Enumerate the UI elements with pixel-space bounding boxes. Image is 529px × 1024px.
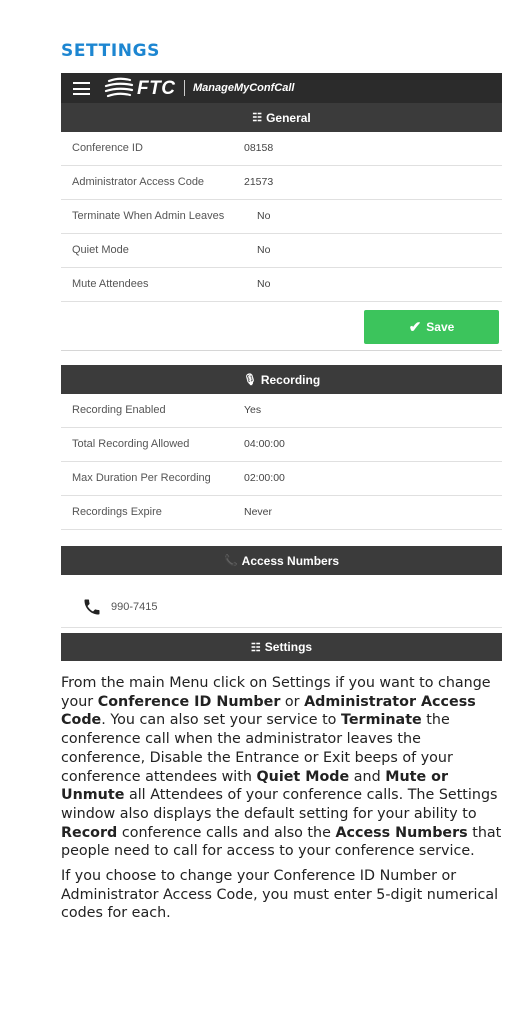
setting-value: 08158 bbox=[244, 142, 274, 154]
description-text: the conference call when the administrator leaves the conference, Disable the Entrance or Exit beeps of your conference attendees with bbox=[61, 712, 453, 785]
setting-label: Recording Enabled bbox=[72, 404, 166, 416]
section-header-general[interactable] bbox=[61, 103, 502, 132]
setting-label: Administrator Access Code bbox=[72, 176, 205, 188]
description-text: or bbox=[280, 693, 305, 710]
ftc-logo-icon bbox=[103, 76, 135, 100]
save-label: Save bbox=[426, 320, 455, 334]
description-paragraph-1 bbox=[61, 674, 506, 861]
description-text: and bbox=[349, 768, 386, 785]
description-text: conference calls and also the bbox=[117, 824, 336, 841]
divider bbox=[61, 350, 502, 351]
setting-value: Never bbox=[244, 506, 273, 518]
app-top-bar bbox=[61, 73, 502, 103]
description-emphasis: Mute or Unmute bbox=[61, 768, 449, 804]
section-title: Access Numbers bbox=[241, 553, 340, 568]
setting-row-mute-attendees[interactable] bbox=[61, 268, 502, 302]
setting-label: Recordings Expire bbox=[72, 506, 162, 518]
save-button[interactable] bbox=[364, 310, 499, 344]
app-screenshot bbox=[61, 73, 502, 661]
setting-row-recording-enabled[interactable] bbox=[61, 394, 502, 428]
setting-row-quiet-mode[interactable] bbox=[61, 234, 502, 268]
description-emphasis: Administrator Access Code bbox=[61, 693, 476, 729]
section-header-access-numbers[interactable] bbox=[61, 546, 502, 575]
description-paragraph-2: If you choose to change your Conference ID Number or Administrator Access Code, you must enter 5-digit numerical codes for each. bbox=[61, 868, 499, 922]
section-header-settings[interactable] bbox=[61, 633, 502, 661]
setting-value: No bbox=[257, 278, 271, 290]
description-emphasis: Terminate bbox=[340, 712, 422, 729]
setting-row-admin-code[interactable] bbox=[61, 166, 502, 200]
setting-row-recordings-expire[interactable] bbox=[61, 496, 502, 530]
sliders-icon: ☷ bbox=[252, 112, 263, 124]
access-number-row[interactable] bbox=[61, 588, 502, 628]
brand-subtitle: ManageMyConfCall bbox=[193, 82, 295, 94]
access-number[interactable]: 990-7415 bbox=[111, 601, 158, 613]
setting-value: Yes bbox=[244, 404, 262, 416]
setting-value: 04:00:00 bbox=[244, 438, 285, 450]
setting-row-terminate[interactable] bbox=[61, 200, 502, 234]
description bbox=[61, 674, 506, 929]
section-title: Recording bbox=[260, 372, 321, 387]
description-text: that people need to call for access to your conference service. bbox=[61, 824, 502, 860]
logo-divider bbox=[184, 80, 185, 96]
description-emphasis: Quiet Mode bbox=[256, 768, 350, 785]
setting-value: 21573 bbox=[244, 176, 274, 188]
setting-label: Quiet Mode bbox=[72, 244, 129, 256]
setting-row-max-duration[interactable] bbox=[61, 462, 502, 496]
setting-row-total-recording[interactable] bbox=[61, 428, 502, 462]
page-heading: SETTINGS bbox=[61, 41, 160, 61]
description-text: all Attendees of your conference calls. The Settings window also displays the default setting for your ability to bbox=[61, 787, 498, 822]
setting-label: Terminate When Admin Leaves bbox=[72, 210, 225, 222]
description-emphasis: Access Numbers bbox=[335, 824, 468, 841]
setting-value: No bbox=[257, 210, 271, 222]
section-header-recording[interactable] bbox=[61, 365, 502, 394]
description-emphasis: Conference ID Number bbox=[97, 693, 281, 710]
description-emphasis: Record bbox=[61, 824, 118, 841]
setting-label: Mute Attendees bbox=[72, 278, 149, 290]
checkmark-icon: ✔ bbox=[408, 319, 422, 336]
description-text: . You can also set your service to bbox=[101, 712, 341, 729]
setting-label: Conference ID bbox=[72, 142, 143, 154]
section-title: Settings bbox=[264, 640, 313, 654]
menu-icon[interactable] bbox=[73, 82, 90, 95]
setting-row-conference-id[interactable] bbox=[61, 132, 502, 166]
sliders-icon: ☷ bbox=[250, 641, 261, 654]
setting-label: Total Recording Allowed bbox=[72, 438, 190, 450]
phone-icon: 📞 bbox=[223, 555, 238, 567]
phone-handset-icon bbox=[82, 597, 102, 617]
section-title: General bbox=[266, 110, 311, 125]
description-text: From the main Menu click on Settings if you want to change your bbox=[61, 675, 491, 710]
brand-name: FTC bbox=[137, 78, 176, 99]
setting-value: 02:00:00 bbox=[244, 472, 285, 484]
setting-value: No bbox=[257, 244, 271, 256]
setting-label: Max Duration Per Recording bbox=[72, 472, 211, 484]
microphone-icon: 🎙 bbox=[242, 374, 257, 386]
